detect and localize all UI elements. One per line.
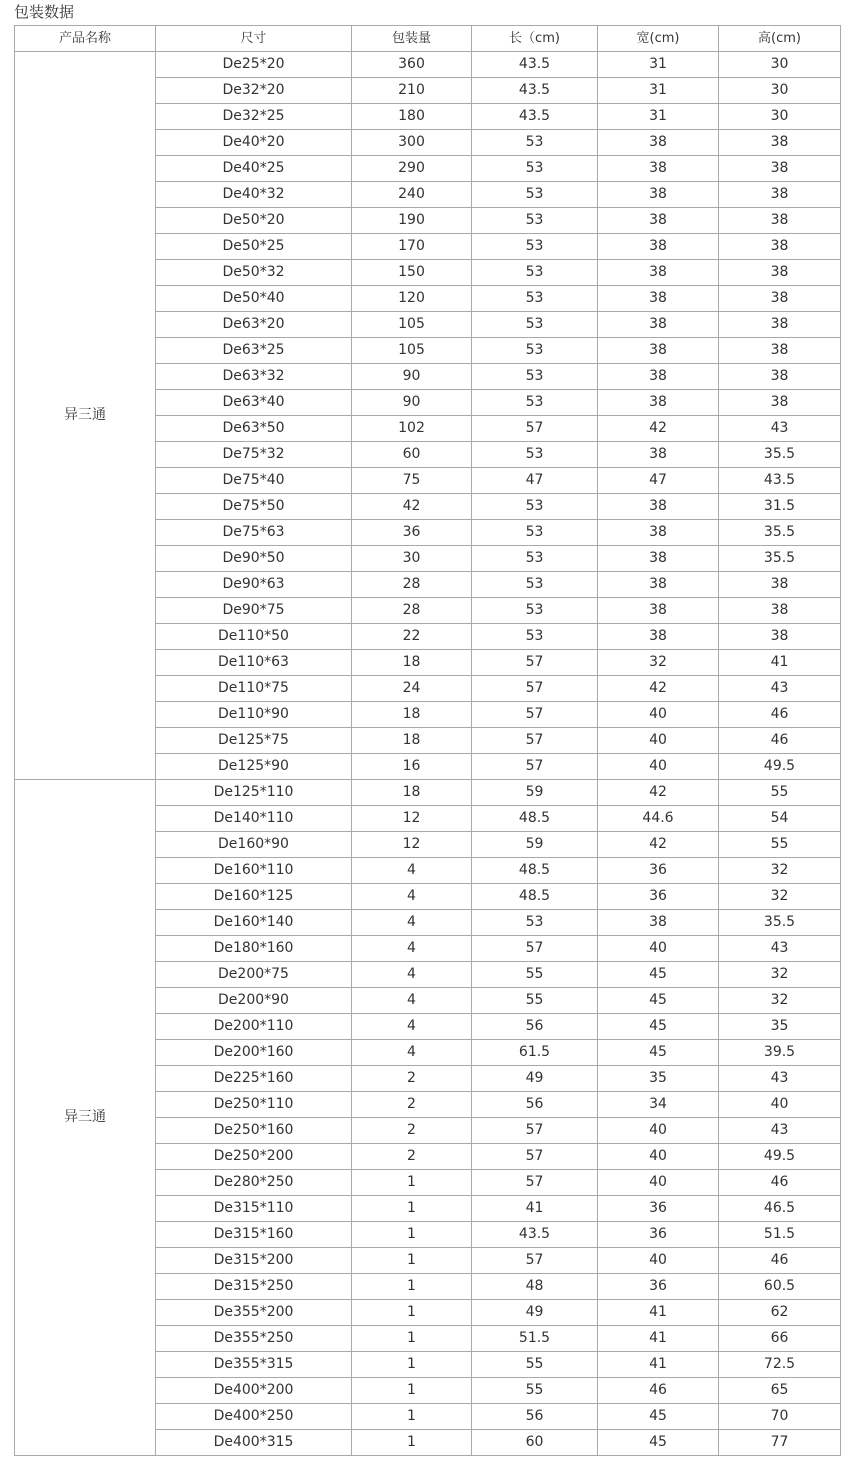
cell-length: 57 (472, 754, 598, 780)
cell-length: 55 (472, 1378, 598, 1404)
cell-length: 59 (472, 780, 598, 806)
cell-size: De400*315 (156, 1430, 352, 1456)
cell-length: 57 (472, 728, 598, 754)
cell-width: 36 (598, 1222, 719, 1248)
cell-pack-quantity: 1 (352, 1378, 472, 1404)
cell-height: 38 (719, 182, 841, 208)
cell-length: 56 (472, 1404, 598, 1430)
cell-size: De32*20 (156, 78, 352, 104)
cell-width: 45 (598, 1404, 719, 1430)
cell-pack-quantity: 4 (352, 858, 472, 884)
cell-length: 53 (472, 442, 598, 468)
cell-length: 57 (472, 1170, 598, 1196)
cell-height: 38 (719, 312, 841, 338)
cell-length: 55 (472, 1352, 598, 1378)
cell-height: 38 (719, 234, 841, 260)
cell-length: 55 (472, 962, 598, 988)
cell-height: 30 (719, 104, 841, 130)
cell-size: De25*20 (156, 52, 352, 78)
cell-height: 38 (719, 572, 841, 598)
cell-size: De90*75 (156, 598, 352, 624)
cell-pack-quantity: 16 (352, 754, 472, 780)
cell-size: De315*200 (156, 1248, 352, 1274)
cell-pack-quantity: 170 (352, 234, 472, 260)
cell-length: 48.5 (472, 884, 598, 910)
cell-height: 55 (719, 832, 841, 858)
cell-size: De125*75 (156, 728, 352, 754)
cell-length: 53 (472, 260, 598, 286)
cell-pack-quantity: 1 (352, 1170, 472, 1196)
cell-size: De32*25 (156, 104, 352, 130)
cell-length: 57 (472, 1248, 598, 1274)
cell-height: 70 (719, 1404, 841, 1430)
cell-size: De160*140 (156, 910, 352, 936)
cell-height: 43 (719, 416, 841, 442)
cell-pack-quantity: 180 (352, 104, 472, 130)
cell-length: 57 (472, 702, 598, 728)
cell-width: 42 (598, 780, 719, 806)
cell-width: 40 (598, 1144, 719, 1170)
cell-width: 32 (598, 650, 719, 676)
cell-length: 51.5 (472, 1326, 598, 1352)
cell-size: De90*63 (156, 572, 352, 598)
cell-height: 46 (719, 702, 841, 728)
table-row (15, 52, 841, 78)
cell-pack-quantity: 4 (352, 988, 472, 1014)
cell-width: 41 (598, 1352, 719, 1378)
cell-width: 31 (598, 78, 719, 104)
cell-width: 38 (598, 624, 719, 650)
cell-pack-quantity: 360 (352, 52, 472, 78)
cell-height: 43 (719, 1118, 841, 1144)
cell-height: 32 (719, 858, 841, 884)
cell-length: 53 (472, 572, 598, 598)
cell-height: 38 (719, 208, 841, 234)
cell-height: 38 (719, 260, 841, 286)
cell-pack-quantity: 1 (352, 1430, 472, 1456)
cell-length: 48 (472, 1274, 598, 1300)
cell-height: 39.5 (719, 1040, 841, 1066)
cell-length: 49 (472, 1066, 598, 1092)
cell-height: 35.5 (719, 910, 841, 936)
cell-length: 57 (472, 936, 598, 962)
cell-height: 46 (719, 728, 841, 754)
cell-length: 53 (472, 130, 598, 156)
cell-size: De250*160 (156, 1118, 352, 1144)
cell-width: 45 (598, 962, 719, 988)
cell-size: De200*75 (156, 962, 352, 988)
cell-length: 53 (472, 546, 598, 572)
cell-pack-quantity: 12 (352, 832, 472, 858)
cell-width: 40 (598, 754, 719, 780)
cell-length: 53 (472, 182, 598, 208)
cell-pack-quantity: 2 (352, 1066, 472, 1092)
cell-height: 38 (719, 338, 841, 364)
cell-size: De160*125 (156, 884, 352, 910)
cell-height: 60.5 (719, 1274, 841, 1300)
cell-size: De315*160 (156, 1222, 352, 1248)
cell-size: De50*40 (156, 286, 352, 312)
cell-pack-quantity: 2 (352, 1118, 472, 1144)
cell-size: De200*160 (156, 1040, 352, 1066)
cell-width: 36 (598, 884, 719, 910)
cell-size: De180*160 (156, 936, 352, 962)
cell-size: De125*90 (156, 754, 352, 780)
cell-pack-quantity: 290 (352, 156, 472, 182)
cell-product-name: 异三通 (15, 52, 156, 780)
cell-pack-quantity: 60 (352, 442, 472, 468)
cell-length: 48.5 (472, 858, 598, 884)
cell-height: 38 (719, 624, 841, 650)
cell-width: 40 (598, 728, 719, 754)
cell-width: 40 (598, 936, 719, 962)
cell-height: 30 (719, 52, 841, 78)
cell-length: 53 (472, 286, 598, 312)
cell-width: 44.6 (598, 806, 719, 832)
cell-width: 34 (598, 1092, 719, 1118)
cell-width: 36 (598, 1196, 719, 1222)
cell-height: 31.5 (719, 494, 841, 520)
cell-pack-quantity: 90 (352, 390, 472, 416)
cell-width: 38 (598, 546, 719, 572)
cell-size: De63*25 (156, 338, 352, 364)
cell-length: 57 (472, 650, 598, 676)
cell-length: 56 (472, 1014, 598, 1040)
cell-pack-quantity: 1 (352, 1222, 472, 1248)
cell-length: 53 (472, 208, 598, 234)
cell-length: 43.5 (472, 104, 598, 130)
cell-size: De160*110 (156, 858, 352, 884)
cell-size: De140*110 (156, 806, 352, 832)
cell-size: De110*63 (156, 650, 352, 676)
cell-height: 77 (719, 1430, 841, 1456)
cell-width: 38 (598, 598, 719, 624)
cell-pack-quantity: 150 (352, 260, 472, 286)
cell-size: De160*90 (156, 832, 352, 858)
cell-size: De40*32 (156, 182, 352, 208)
cell-pack-quantity: 210 (352, 78, 472, 104)
cell-width: 40 (598, 702, 719, 728)
cell-height: 38 (719, 130, 841, 156)
cell-width: 38 (598, 156, 719, 182)
cell-length: 49 (472, 1300, 598, 1326)
cell-width: 38 (598, 442, 719, 468)
cell-size: De63*40 (156, 390, 352, 416)
cell-height: 41 (719, 650, 841, 676)
cell-length: 48.5 (472, 806, 598, 832)
cell-pack-quantity: 4 (352, 910, 472, 936)
cell-length: 57 (472, 416, 598, 442)
cell-height: 35.5 (719, 442, 841, 468)
cell-height: 32 (719, 962, 841, 988)
cell-width: 38 (598, 234, 719, 260)
cell-height: 51.5 (719, 1222, 841, 1248)
cell-size: De315*250 (156, 1274, 352, 1300)
cell-length: 59 (472, 832, 598, 858)
cell-width: 41 (598, 1300, 719, 1326)
cell-length: 53 (472, 338, 598, 364)
cell-pack-quantity: 190 (352, 208, 472, 234)
cell-width: 40 (598, 1248, 719, 1274)
cell-length: 53 (472, 312, 598, 338)
cell-height: 49.5 (719, 754, 841, 780)
cell-pack-quantity: 28 (352, 598, 472, 624)
cell-pack-quantity: 75 (352, 468, 472, 494)
cell-pack-quantity: 4 (352, 962, 472, 988)
cell-size: De225*160 (156, 1066, 352, 1092)
header-width: 宽(cm) (598, 26, 719, 52)
cell-pack-quantity: 2 (352, 1092, 472, 1118)
cell-height: 43 (719, 936, 841, 962)
cell-width: 31 (598, 52, 719, 78)
cell-height: 66 (719, 1326, 841, 1352)
cell-height: 43.5 (719, 468, 841, 494)
cell-length: 60 (472, 1430, 598, 1456)
cell-height: 65 (719, 1378, 841, 1404)
cell-length: 57 (472, 676, 598, 702)
cell-pack-quantity: 22 (352, 624, 472, 650)
cell-width: 42 (598, 676, 719, 702)
cell-size: De75*63 (156, 520, 352, 546)
cell-height: 38 (719, 390, 841, 416)
cell-pack-quantity: 18 (352, 728, 472, 754)
table-row (15, 780, 841, 806)
cell-height: 43 (719, 676, 841, 702)
cell-product-name: 异三通 (15, 780, 156, 1456)
cell-size: De280*250 (156, 1170, 352, 1196)
cell-height: 38 (719, 156, 841, 182)
cell-size: De63*50 (156, 416, 352, 442)
cell-length: 53 (472, 156, 598, 182)
cell-height: 49.5 (719, 1144, 841, 1170)
cell-length: 55 (472, 988, 598, 1014)
cell-height: 35 (719, 1014, 841, 1040)
cell-pack-quantity: 12 (352, 806, 472, 832)
cell-pack-quantity: 1 (352, 1196, 472, 1222)
cell-height: 32 (719, 988, 841, 1014)
cell-pack-quantity: 240 (352, 182, 472, 208)
cell-size: De40*25 (156, 156, 352, 182)
cell-pack-quantity: 120 (352, 286, 472, 312)
cell-height: 38 (719, 364, 841, 390)
cell-width: 42 (598, 832, 719, 858)
cell-pack-quantity: 4 (352, 884, 472, 910)
cell-width: 45 (598, 1430, 719, 1456)
cell-pack-quantity: 105 (352, 312, 472, 338)
cell-height: 54 (719, 806, 841, 832)
cell-pack-quantity: 4 (352, 1040, 472, 1066)
cell-width: 46 (598, 1378, 719, 1404)
header-pack-quantity: 包装量 (352, 26, 472, 52)
cell-length: 61.5 (472, 1040, 598, 1066)
cell-height: 38 (719, 286, 841, 312)
cell-pack-quantity: 1 (352, 1248, 472, 1274)
cell-size: De75*32 (156, 442, 352, 468)
cell-pack-quantity: 90 (352, 364, 472, 390)
cell-size: De250*200 (156, 1144, 352, 1170)
cell-length: 53 (472, 494, 598, 520)
cell-size: De355*250 (156, 1326, 352, 1352)
cell-width: 38 (598, 312, 719, 338)
cell-pack-quantity: 1 (352, 1352, 472, 1378)
cell-size: De200*110 (156, 1014, 352, 1040)
cell-length: 53 (472, 910, 598, 936)
cell-size: De200*90 (156, 988, 352, 1014)
cell-pack-quantity: 1 (352, 1300, 472, 1326)
cell-pack-quantity: 18 (352, 780, 472, 806)
cell-width: 40 (598, 1118, 719, 1144)
cell-height: 46 (719, 1248, 841, 1274)
cell-size: De90*50 (156, 546, 352, 572)
cell-size: De50*20 (156, 208, 352, 234)
cell-width: 38 (598, 364, 719, 390)
cell-size: De110*75 (156, 676, 352, 702)
cell-height: 32 (719, 884, 841, 910)
cell-width: 36 (598, 1274, 719, 1300)
cell-width: 38 (598, 182, 719, 208)
cell-size: De63*32 (156, 364, 352, 390)
cell-length: 53 (472, 624, 598, 650)
cell-pack-quantity: 4 (352, 1014, 472, 1040)
cell-size: De355*200 (156, 1300, 352, 1326)
cell-length: 43.5 (472, 78, 598, 104)
cell-width: 38 (598, 286, 719, 312)
cell-height: 62 (719, 1300, 841, 1326)
cell-pack-quantity: 36 (352, 520, 472, 546)
cell-pack-quantity: 300 (352, 130, 472, 156)
cell-width: 38 (598, 130, 719, 156)
cell-length: 43.5 (472, 1222, 598, 1248)
header-row (15, 26, 841, 52)
cell-size: De400*250 (156, 1404, 352, 1430)
cell-width: 36 (598, 858, 719, 884)
cell-pack-quantity: 2 (352, 1144, 472, 1170)
cell-pack-quantity: 18 (352, 702, 472, 728)
cell-pack-quantity: 24 (352, 676, 472, 702)
cell-size: De250*110 (156, 1092, 352, 1118)
cell-width: 38 (598, 520, 719, 546)
cell-pack-quantity: 28 (352, 572, 472, 598)
cell-length: 57 (472, 1144, 598, 1170)
packaging-table (14, 25, 841, 1456)
cell-height: 43 (719, 1066, 841, 1092)
header-length: 长（cm) (472, 26, 598, 52)
cell-length: 53 (472, 234, 598, 260)
cell-size: De355*315 (156, 1352, 352, 1378)
cell-height: 46 (719, 1170, 841, 1196)
cell-width: 35 (598, 1066, 719, 1092)
header-height: 高(cm) (719, 26, 841, 52)
cell-pack-quantity: 1 (352, 1274, 472, 1300)
page-title: 包装数据 (14, 3, 75, 21)
cell-width: 41 (598, 1326, 719, 1352)
cell-width: 45 (598, 1014, 719, 1040)
cell-pack-quantity: 4 (352, 936, 472, 962)
cell-pack-quantity: 30 (352, 546, 472, 572)
cell-size: De63*20 (156, 312, 352, 338)
cell-pack-quantity: 42 (352, 494, 472, 520)
cell-size: De110*50 (156, 624, 352, 650)
cell-width: 40 (598, 1170, 719, 1196)
cell-width: 38 (598, 338, 719, 364)
cell-size: De50*32 (156, 260, 352, 286)
cell-width: 42 (598, 416, 719, 442)
cell-pack-quantity: 102 (352, 416, 472, 442)
cell-size: De40*20 (156, 130, 352, 156)
cell-width: 45 (598, 1040, 719, 1066)
cell-height: 55 (719, 780, 841, 806)
cell-length: 47 (472, 468, 598, 494)
cell-height: 72.5 (719, 1352, 841, 1378)
cell-height: 30 (719, 78, 841, 104)
cell-height: 40 (719, 1092, 841, 1118)
cell-pack-quantity: 1 (352, 1326, 472, 1352)
cell-length: 53 (472, 364, 598, 390)
cell-width: 38 (598, 572, 719, 598)
cell-length: 53 (472, 390, 598, 416)
header-size: 尺寸 (156, 26, 352, 52)
cell-width: 47 (598, 468, 719, 494)
cell-length: 43.5 (472, 52, 598, 78)
cell-length: 53 (472, 520, 598, 546)
cell-size: De315*110 (156, 1196, 352, 1222)
cell-pack-quantity: 18 (352, 650, 472, 676)
cell-width: 31 (598, 104, 719, 130)
cell-height: 46.5 (719, 1196, 841, 1222)
cell-size: De50*25 (156, 234, 352, 260)
cell-width: 38 (598, 910, 719, 936)
cell-width: 38 (598, 208, 719, 234)
cell-height: 38 (719, 598, 841, 624)
cell-length: 41 (472, 1196, 598, 1222)
header-product-name: 产品名称 (15, 26, 156, 52)
cell-length: 56 (472, 1092, 598, 1118)
cell-size: De400*200 (156, 1378, 352, 1404)
cell-width: 45 (598, 988, 719, 1014)
cell-size: De125*110 (156, 780, 352, 806)
cell-length: 57 (472, 1118, 598, 1144)
cell-height: 35.5 (719, 520, 841, 546)
cell-size: De75*50 (156, 494, 352, 520)
cell-length: 53 (472, 598, 598, 624)
cell-pack-quantity: 105 (352, 338, 472, 364)
cell-pack-quantity: 1 (352, 1404, 472, 1430)
cell-width: 38 (598, 494, 719, 520)
cell-size: De75*40 (156, 468, 352, 494)
cell-width: 38 (598, 390, 719, 416)
cell-height: 35.5 (719, 546, 841, 572)
cell-size: De110*90 (156, 702, 352, 728)
cell-width: 38 (598, 260, 719, 286)
